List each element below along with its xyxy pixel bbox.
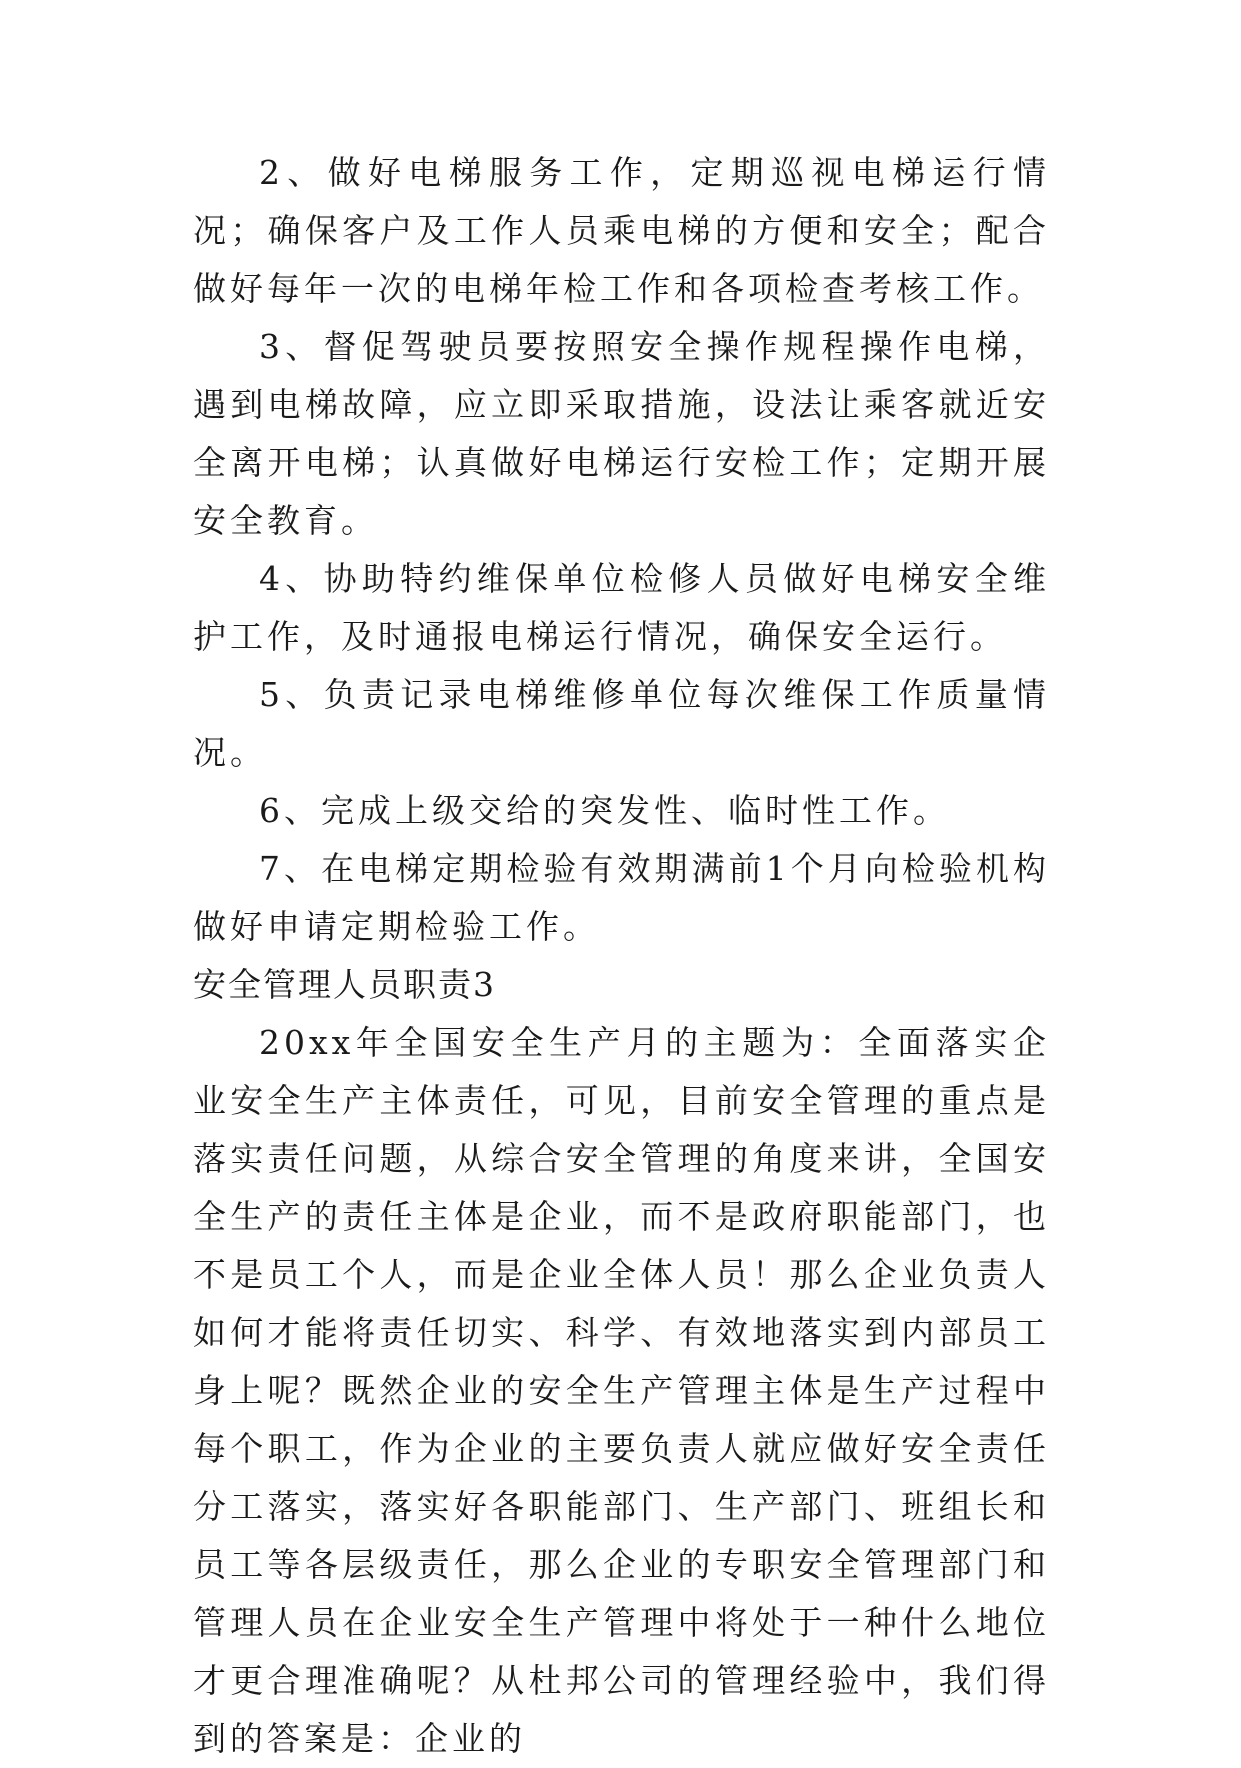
paragraph-body: 20xx年全国安全生产月的主题为：全面落实企业安全生产主体责任，可见，目前安全管理的重点是落实责任问题，从综合安全管理的角度来讲，全国安全生产的责任主体是企业，而不是政府职能部门，也不是员工个人，而是企业全体人员！那么企业负责人如何才能将责任切实、科学、有效地落实到内部员工身上呢？既然企业的安全生产管理主体是生产过程中每个职工，作为企业的主要负责人就应做好安全责任分工落实，落实好各职能部门、生产部门、班组长和员工等各层级责任，那么企业的专职安全管理部门和管理人员在企业安全生产管理中将处于一种什么地位才更合理准确呢？从杜邦公司的管理经验中，我们得到的答案是：企业的 <box>193 1023 1050 1758</box>
document-body <box>193 144 1050 1768</box>
paragraph-item-2: 2、做好电梯服务工作，定期巡视电梯运行情况；确保客户及工作人员乘电梯的方便和安全；配合做好每年一次的电梯年检工作和各项检查考核工作。 <box>193 153 1050 308</box>
paragraph-item-3: 3、督促驾驶员要按照安全操作规程操作电梯，遇到电梯故障，应立即采取措施，设法让乘客就近安全离开电梯；认真做好电梯运行安检工作；定期开展安全教育。 <box>193 327 1050 540</box>
paragraph-item-4: 4、协助特约维保单位检修人员做好电梯安全维护工作，及时通报电梯运行情况，确保安全运行。 <box>193 559 1050 656</box>
section-heading: 安全管理人员职责3 <box>193 965 496 1004</box>
paragraph-item-5: 5、负责记录电梯维修单位每次维保工作质量情况。 <box>193 675 1050 772</box>
paragraph-item-6: 6、完成上级交给的突发性、临时性工作。 <box>259 791 950 830</box>
paragraph-item-7: 7、在电梯定期检验有效期满前1个月向检验机构做好申请定期检验工作。 <box>193 849 1050 946</box>
